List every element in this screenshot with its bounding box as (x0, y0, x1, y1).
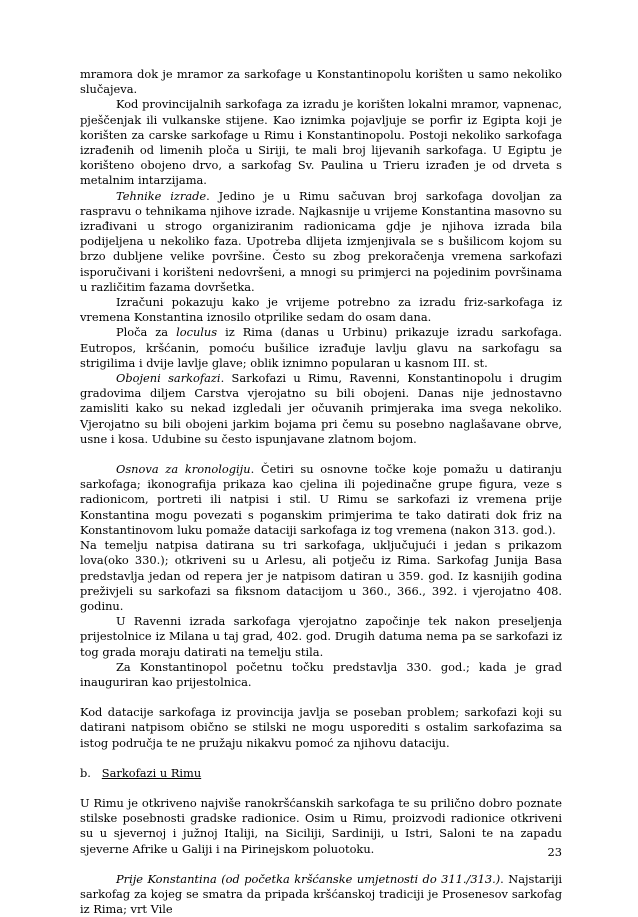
paragraph-prefix: Ploča za (116, 325, 177, 340)
paragraph-text: . Najstariji sarkofag za kojeg se smatra da pripada kršćanskoj tradiciji je Prosenesov sarkofag iz Rima; vrt Vile (80, 871, 563, 917)
paragraph-gap (80, 447, 562, 462)
paragraph-gap (80, 751, 562, 766)
text-block-bottom (80, 781, 562, 917)
paragraph-text: Izračuni pokazuju kako je vrijeme potrebno za izradu friz-sarkofaga iz vremena Konstantina iznosilo otprilike sedam do osam dana. (80, 295, 562, 325)
section-title: Sarkofazi u Rimu (101, 765, 202, 780)
paragraph-p9 (80, 614, 562, 660)
paragraph-text: iz Rima (danas u Urbinu) prikazuje izradu sarkofaga. Eutropos, kršćanin, pomoću bušilice izrađuje lavlju glavu na sarkofagu sa strigilima i dvije lavlje glave; oblik iznimno popularan u kasnom III. st. (80, 325, 562, 370)
paragraph-p2 (80, 97, 562, 188)
paragraph-p7 (80, 462, 562, 538)
section-heading (80, 766, 562, 781)
paragraph-p8 (80, 538, 562, 614)
paragraph-text: mramora dok je mramor za sarkofage u Konstantinopolu korišten u samo nekoliko slučajeva. (80, 67, 562, 97)
paragraph-p3 (80, 189, 562, 295)
paragraph-p5 (80, 325, 562, 371)
paragraph-text: Na temelju natpisa datirana su tri sarkofaga, uključujući i jedan s prikazom lova(oko 330.); otkriveni su u Arlesu, ali potječu iz Rima. Sarkofag Junija Basa predstavlja jedan od repera jer je natpisom datiran u 359. god. Iz kasnijih godina preživjeli su sarkofazi sa fiksnom datacijom u 360., 366., 392. i vjerojatno 408. godinu. (80, 538, 562, 613)
text-block-top (80, 67, 562, 766)
paragraph-text: . Četiri su osnovne točke koje pomažu u datiranju sarkofaga; ikonografija prikaza kao cjelina ili pojedinačne grupe figura, veze s radionicom, portreti ili natpisi i stil. U Rimu se sarkofazi iz vremena prije Konstantina mogu povezati s poganskim primjerima te tako datirati dok friz na Konstantinovom luku pomaže dataciji sarkofaga iz tog vremena (nakon 313. god.). (80, 462, 563, 537)
paragraph-gap (80, 781, 562, 796)
section-number: b. (80, 765, 91, 780)
paragraph-p4 (80, 295, 562, 325)
paragraph-text: U Rimu je otkriveno najviše ranokršćanskih sarkofaga te su prilično dobro poznate stilske posebnosti gradske radionice. Osim u Rimu, proizvodi radionice otkriveni su u sjevernoj i južnoj Italiji, na Siciliji, Sardiniji, u Istri, Saloni te na zapadu sjeverne Afrike u Galiji i na Pirinejskom poluotoku. (80, 795, 562, 856)
paragraph-p13 (80, 872, 562, 917)
paragraph-p1 (80, 67, 562, 97)
paragraph-text: . Sarkofazi u Rimu, Ravenni, Konstantinopolu i drugim gradovima diljem Carstva vjerojatno su bili obojeni. Danas nije jednostavno zamisliti kako su nekad izgledali jer očuvanih primjeraka ima svega nekoliko. Vjerojatno su bili obojeni jarkim bojama pri čemu su posebno naglašavane obrve, usne i kosa. Udubine su često ispunjavane zlatnom bojom. (80, 371, 562, 446)
italic-term: Prije Konstantina (od početka kršćanske umjetnosti do 311./313.) (116, 871, 501, 886)
paragraph-text: Kod provincijalnih sarkofaga za izradu je korišten lokalni mramor, vapnenac, pješčenjak ili vulkanske stijene. Kao iznimka pojavljuje se porfir iz Egipta koji je korišten za carske sarkofage u Rimu i Konstantinopolu. Postoji nekoliko sarkofaga izrađenih od limenih ploča u Siriji, te mali broj lijevanih sarkofaga. U Egiptu je korišteno obojeno drvo, a sarkofag Sv. Paulina u Trieru izrađen je od drveta s metalnim intarzijama. (80, 97, 562, 188)
paragraph-gap (80, 690, 562, 705)
document-body (80, 67, 562, 917)
italic-term: Obojeni sarkofazi (116, 371, 221, 386)
paragraph-p6 (80, 371, 562, 447)
italic-term: Tehnike izrade (116, 188, 207, 203)
paragraph-p11 (80, 705, 562, 751)
paragraph-text: U Ravenni izrada sarkofaga vjerojatno započinje tek nakon preseljenja prijestolnice iz Milana u taj grad, 402. god. Drugih datuma nema pa se sarkofazi iz tog grada moraju datirati na temelju stila. (80, 614, 562, 659)
paragraph-text: . Jedino je u Rimu sačuvan broj sarkofaga dovoljan za raspravu o tehnikama njihove izrade. Najkasnije u vrijeme Konstantina masovno su izrađivani u strogo organiziranim radionicama gdje je njihova izrada bila podijeljena u nekoliko faza. Upotreba dlijeta izmjenjivala se s bušilicom kojom su brzo dubljene velike površine. Često su zbog prekoračenja vremena sarkofazi isporučivani i korišteni nedovršeni, a mnogi su primjerci na pojedinim površinama u različitim fazama dovršetka. (80, 188, 562, 294)
paragraph-p10 (80, 660, 562, 690)
page-number: 23 (547, 845, 562, 859)
paragraph-gap (80, 857, 562, 872)
italic-term: Osnova za kronologiju (116, 462, 251, 477)
paragraph-p12 (80, 796, 562, 857)
paragraph-text: Za Konstantinopol početnu točku predstavlja 330. god.; kada je grad inauguriran kao prijestolnica. (80, 659, 562, 689)
italic-term: loculus (176, 325, 218, 340)
paragraph-text: Kod datacije sarkofaga iz provincija javlja se poseban problem; sarkofazi koji su datirani natpisom obično se stilski ne mogu usporediti s ostalim sarkofazima sa istog područja te ne pružaju nikakvu pomoć za njihovu dataciju. (80, 705, 562, 750)
